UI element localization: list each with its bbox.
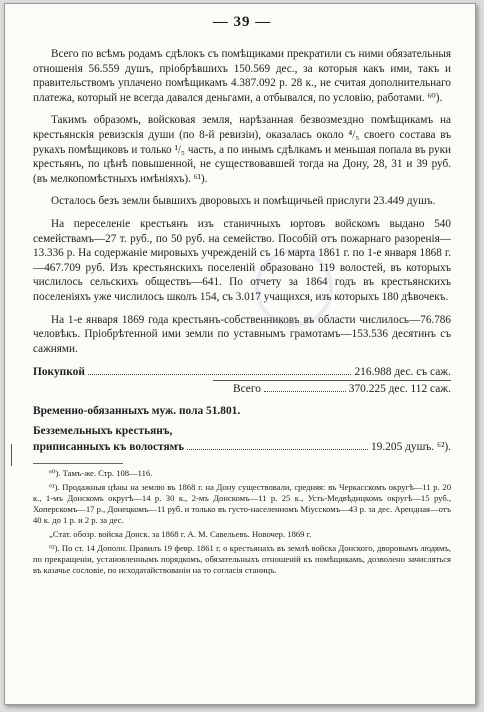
paragraph-landless-serfs: Осталось безъ земли бывшихъ дворовыхъ и помѣщичьей прислуги 23.449 душъ.: [51, 195, 436, 208]
page-content: [33, 14, 451, 576]
dot-leader: [187, 449, 368, 450]
landless-label: приписанныхъ къ волостямъ: [33, 441, 185, 454]
purchase-value: 216.988 дес. съ саж.: [354, 366, 451, 379]
paragraph-land-distribution: Такимъ образомъ, войсковая земля, нарѣзанная безвозмездно помѣщикамъ на крестьянскія ревизскія души (по 8-й ревизіи), оказалась около ⁴/₅ своего состава въ рукахъ помѣщиковъ и только ¹/₅ часть, а по инымъ сдѣлкамъ и меньшая попала въ руки крестьянъ, по цѣнѣ повышенной, не существовавшей тогда на Дону, 28, 31 и 39 руб. (въ мелкопомѣстныхъ имѣніяхъ). ⁶¹).: [33, 114, 451, 185]
footnote-60: ⁶⁰). Тамъ-же. Стр. 108—116.: [49, 468, 153, 479]
paragraph-resettlement: На переселеніе крестьянъ изъ станичныхъ юртовъ войскомъ выдано 540 семействамъ—27 т. руб., по 50 руб. на семейство. Пособій отъ пожарнаго разоренія—13.336 р. На содержаніе мировыхъ учрежденій съ 16 марта 1861 г. по 1-е января 1868 г.—467.709 руб. Изъ крестьянскихъ поселеній образовано 119 волостей, въ которыхъ числилось сельскихъ обществъ—641. По отчету за 1864 годъ въ крестьянскихъ поселеніяхъ уже числилось школъ 154, съ 3.017 учащихся, изъ которыхъ 180 дѣвочекъ.: [33, 217, 451, 303]
document-page: [4, 3, 476, 705]
total-value: 370.225 дес. 112 саж.: [348, 383, 451, 396]
dot-leader: [88, 374, 352, 375]
land-summary: [33, 364, 451, 455]
paragraph-peasant-owners: На 1-е января 1869 года крестьянъ-собственниковъ въ области числилось—76.786 человѣкъ. Пріобрѣтенной ими земли по уставнымъ грамотамъ—153.536 десятинъ съ сажнями.: [33, 313, 451, 355]
temp-obliged-line: Временно-обязанныхъ муж. пола 51.801.: [33, 405, 241, 418]
purchase-label: Покупкой: [33, 366, 85, 379]
landless-row: [33, 439, 451, 455]
footnote-61-source: „Стат. обозр. войска Донск. за 1868 г. А. М. Савельевъ. Новочер. 1869 г.: [49, 529, 312, 540]
paragraph-deals-total: Всего по всѣмъ родамъ сдѣлокъ съ помѣщиками прекратили съ ними обязательныя отношенія 56.559 душъ, пріобрѣвшихъ 150.569 дес., за которыя какъ ими, такъ и правительствомъ уплачено помѣщикамъ 4.387.092 р. 28 к., не считая дополнительнаго платежа, который не всегда давался деньгами, а отбывался, по условію, работами. ⁶⁰).: [33, 48, 451, 104]
margin-mark: [11, 444, 12, 466]
footnote-62: ⁶²). По ст. 14 Дополн. Правилъ 19 февр. 1861 г. о крестьянахъ въ землѣ войска Донского, дворовымъ людямъ, по прекращеніи, установленнымъ порядкомъ, обязательныхъ отношеній къ помѣщикамъ, дозволено зачисляться въ казачье сословіе, по исходатайствованіи на то согласія станицъ.: [33, 543, 451, 576]
page-number: — 39 —: [212, 14, 272, 30]
purchase-row: [33, 364, 451, 380]
total-label: Всего: [233, 383, 261, 396]
footnote-61: ⁶¹). Продажныя цѣны на землю въ 1868 г. на Дону существовали, средняя: въ Черкасскомъ округѣ—11 р. 20 к., 1-мъ Донскомъ округѣ—14 р. 30 к., 2-мъ Донскомъ—11 р. 25 к., Усть-Медвѣдицкомъ округѣ—15 руб., Хоперскомъ—17 р., Донецкомъ—11 руб. и только въ густо-населенномъ Міусскомъ—43 р. за дес. Арендная—отъ 40 к. до 1 р. и 2 р. за дес.: [33, 482, 451, 526]
landless-value: 19.205 душъ. ⁶²).: [370, 441, 451, 454]
total-row: [213, 380, 451, 397]
landless-line: Безземельныхъ крестьянъ,: [33, 425, 173, 438]
dot-leader: [264, 391, 346, 392]
footnote-rule: [33, 463, 123, 464]
